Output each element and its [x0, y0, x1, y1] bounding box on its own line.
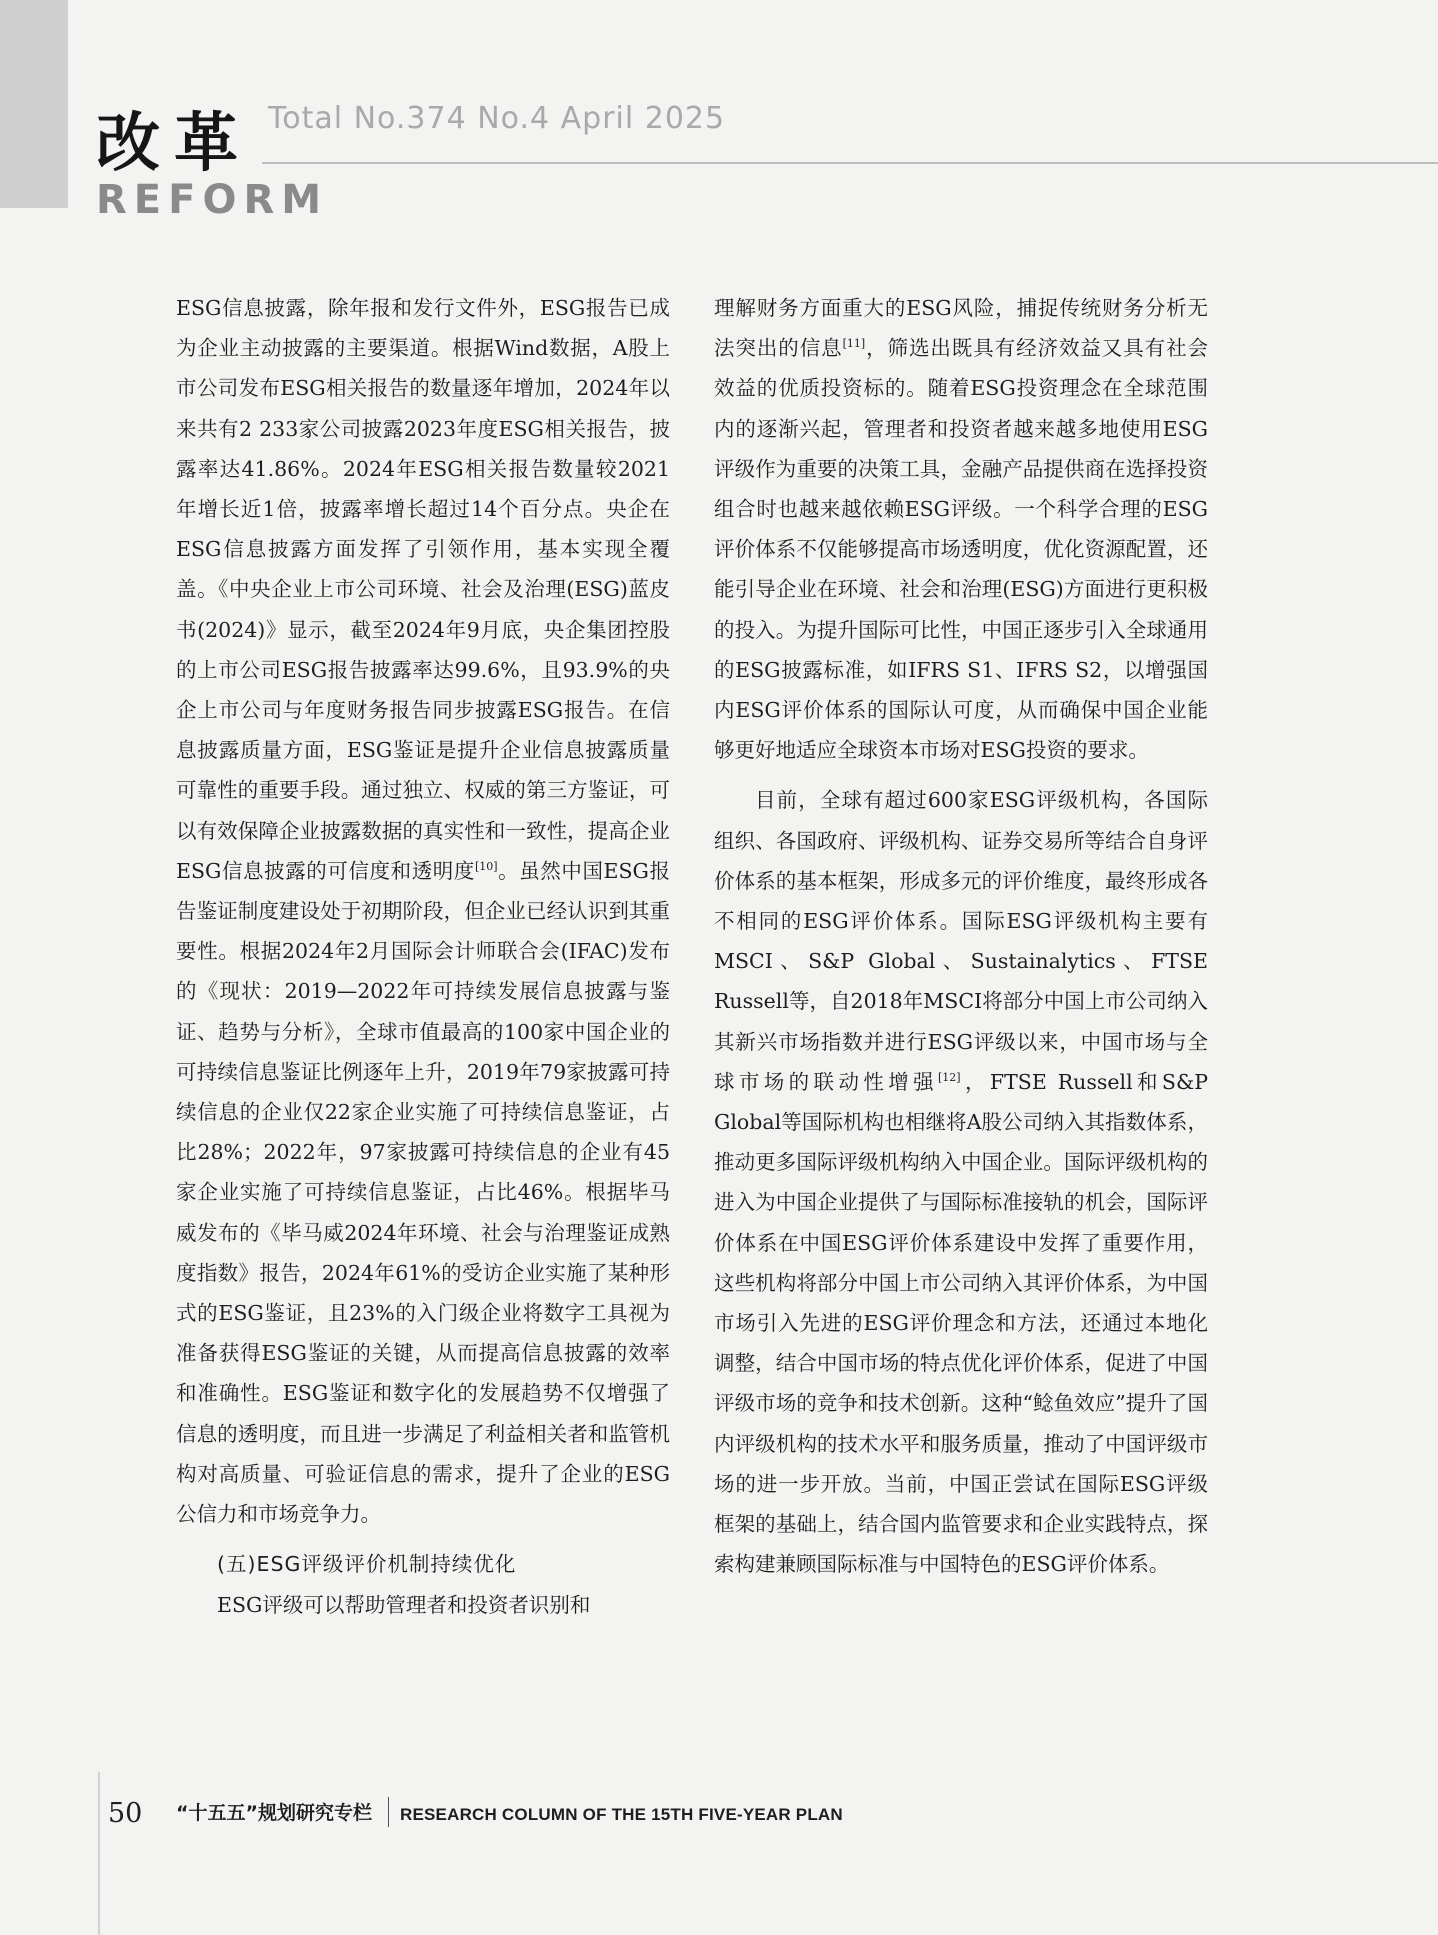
paragraph-text: ESG信息披露，除年报和发行文件外，ESG报告已成为企业主动披露的主要渠道。根据Wind数据，A股上市公司发布ESG相关报告的数量逐年增加，2024年以来共有2 233家公司披露2023年度ESG相关报告，披露率达41.86%。2024年ESG相关报告数量较2021年增长近1倍，披露率增长超过14个百分点。央企在ESG信息披露方面发挥了引领作用，基本实现全覆盖。《中央企业上市公司环境、社会及治理(ESG)蓝皮书(2024)》显示，截至2024年9月底，央企集团控股的上市公司ESG报告披露率达99.6%，且93.9%的央企上市公司与年度财务报告同步披露ESG报告。在信息披露质量方面，ESG鉴证是提升企业信息披露质量可靠性的重要手段。通过独立、权威的第三方鉴证，可以有效保障企业披露数据的真实性和一致性，提高企业ESG信息披露的可信度和透明度 [176, 296, 670, 883]
body-paragraph [714, 780, 1208, 1584]
paragraph-text: 理解财务方面重大的ESG风险，捕捉传统财务分析无法突出的信息 [714, 296, 1208, 361]
section-subheading: (五)ESG评级评价机制持续优化 [217, 1552, 517, 1577]
issue-info: Total No.374 No.4 April 2025 [268, 101, 726, 136]
corner-tab [0, 0, 68, 208]
masthead-subtitle: REFORM [96, 177, 329, 223]
header-rule [262, 162, 1438, 164]
body-paragraph: ESG评级可以帮助管理者和投资者识别和 [217, 1592, 591, 1617]
body-paragraph [176, 288, 670, 1534]
paragraph-text: ，FTSE Russell和S&P Global等国际机构也相继将A股公司纳入其指数体系，推动更多国际评级机构纳入中国企业。国际评级机构的进入为中国企业提供了与国际标准接轨的机会，国际评价体系在中国ESG评价体系建设中发挥了重要作用，这些机构将部分中国上市公司纳入其评价体系，为中国市场引入先进的ESG评价理念和方法，还通过本地化调整，结合中国市场的特点优化评价体系，促进了中国评级市场的竞争和技术创新。这种“鲶鱼效应”提升了国内评级机构的技术水平和服务质量，推动了中国评级市场的进一步开放。当前，中国正尝试在国际ESG评级框架的基础上，结合国内监管要求和企业实践特点，探索构建兼顾国际标准与中国特色的ESG评价体系。 [714, 1069, 1208, 1577]
footer-bar [0, 1772, 100, 1935]
footer-column-title-en: RESEARCH COLUMN OF THE 15TH FIVE-YEAR PLAN [400, 1805, 843, 1824]
citation-ref: [10] [474, 860, 498, 874]
footer-column-title: “十五五”规划研究专栏 [176, 1802, 372, 1824]
paragraph-text: 目前，全球有超过600家ESG评级机构，各国际组织、各国政府、评级机构、证券交易所等结合自身评价体系的基本框架，形成多元的评价维度，最终形成各不相同的ESG评价体系。国际ESG评级机构主要有MSCI、S&P Global、Sustainalytics、FTSE Russell等，自2018年MSCI将部分中国上市公司纳入其新兴市场指数并进行ESG评级以来，中国市场与全球市场的联动性增强 [714, 788, 1208, 1094]
body-paragraph [714, 288, 1208, 770]
footer-divider [388, 1797, 389, 1827]
right-column [714, 288, 1208, 1585]
page-number: 50 [108, 1798, 143, 1829]
citation-ref: [11] [842, 337, 866, 351]
left-column [176, 288, 670, 1625]
paragraph-text: 。虽然中国ESG报告鉴证制度建设处于初期阶段，但企业已经认识到其重要性。根据2024年2月国际会计师联合会(IFAC)发布的《现状：2019—2022年可持续发展信息披露与鉴证、趋势与分析》，全球市值最高的100家中国企业的可持续信息鉴证比例逐年上升，2019年79家披露可持续信息的企业仅22家企业实施了可持续信息鉴证，占比28%；2022年，97家披露可持续信息的企业有45家企业实施了可持续信息鉴证，占比46%。根据毕马威发布的《毕马威2024年环境、社会与治理鉴证成熟度指数》报告，2024年61%的受访企业实施了某种形式的ESG鉴证，且23%的入门级企业将数字工具视为准备获得ESG鉴证的关键，从而提高信息披露的效率和准确性。ESG鉴证和数字化的发展趋势不仅增强了信息的透明度，而且进一步满足了利益相关者和监管机构对高质量、可验证信息的需求，提升了企业的ESG公信力和市场竞争力。 [176, 858, 670, 1527]
paragraph-text: ，筛选出既具有经济效益又具有社会效益的优质投资标的。随着ESG投资理念在全球范围内的逐渐兴起，管理者和投资者越来越多地使用ESG评级作为重要的决策工具，金融产品提供商在选择投资组合时也越来越依赖ESG评级。一个科学合理的ESG评价体系不仅能够提高市场透明度，优化资源配置，还能引导企业在环境、社会和治理(ESG)方面进行更积极的投入。为提升国际可比性，中国正逐步引入全球通用的ESG披露标准，如IFRS S1、IFRS S2，以增强国内ESG评价体系的国际认可度，从而确保中国企业能够更好地适应全球资本市场对ESG投资的要求。 [714, 336, 1209, 763]
masthead-title: 改革 [96, 106, 252, 181]
citation-ref: [12] [938, 1071, 961, 1085]
